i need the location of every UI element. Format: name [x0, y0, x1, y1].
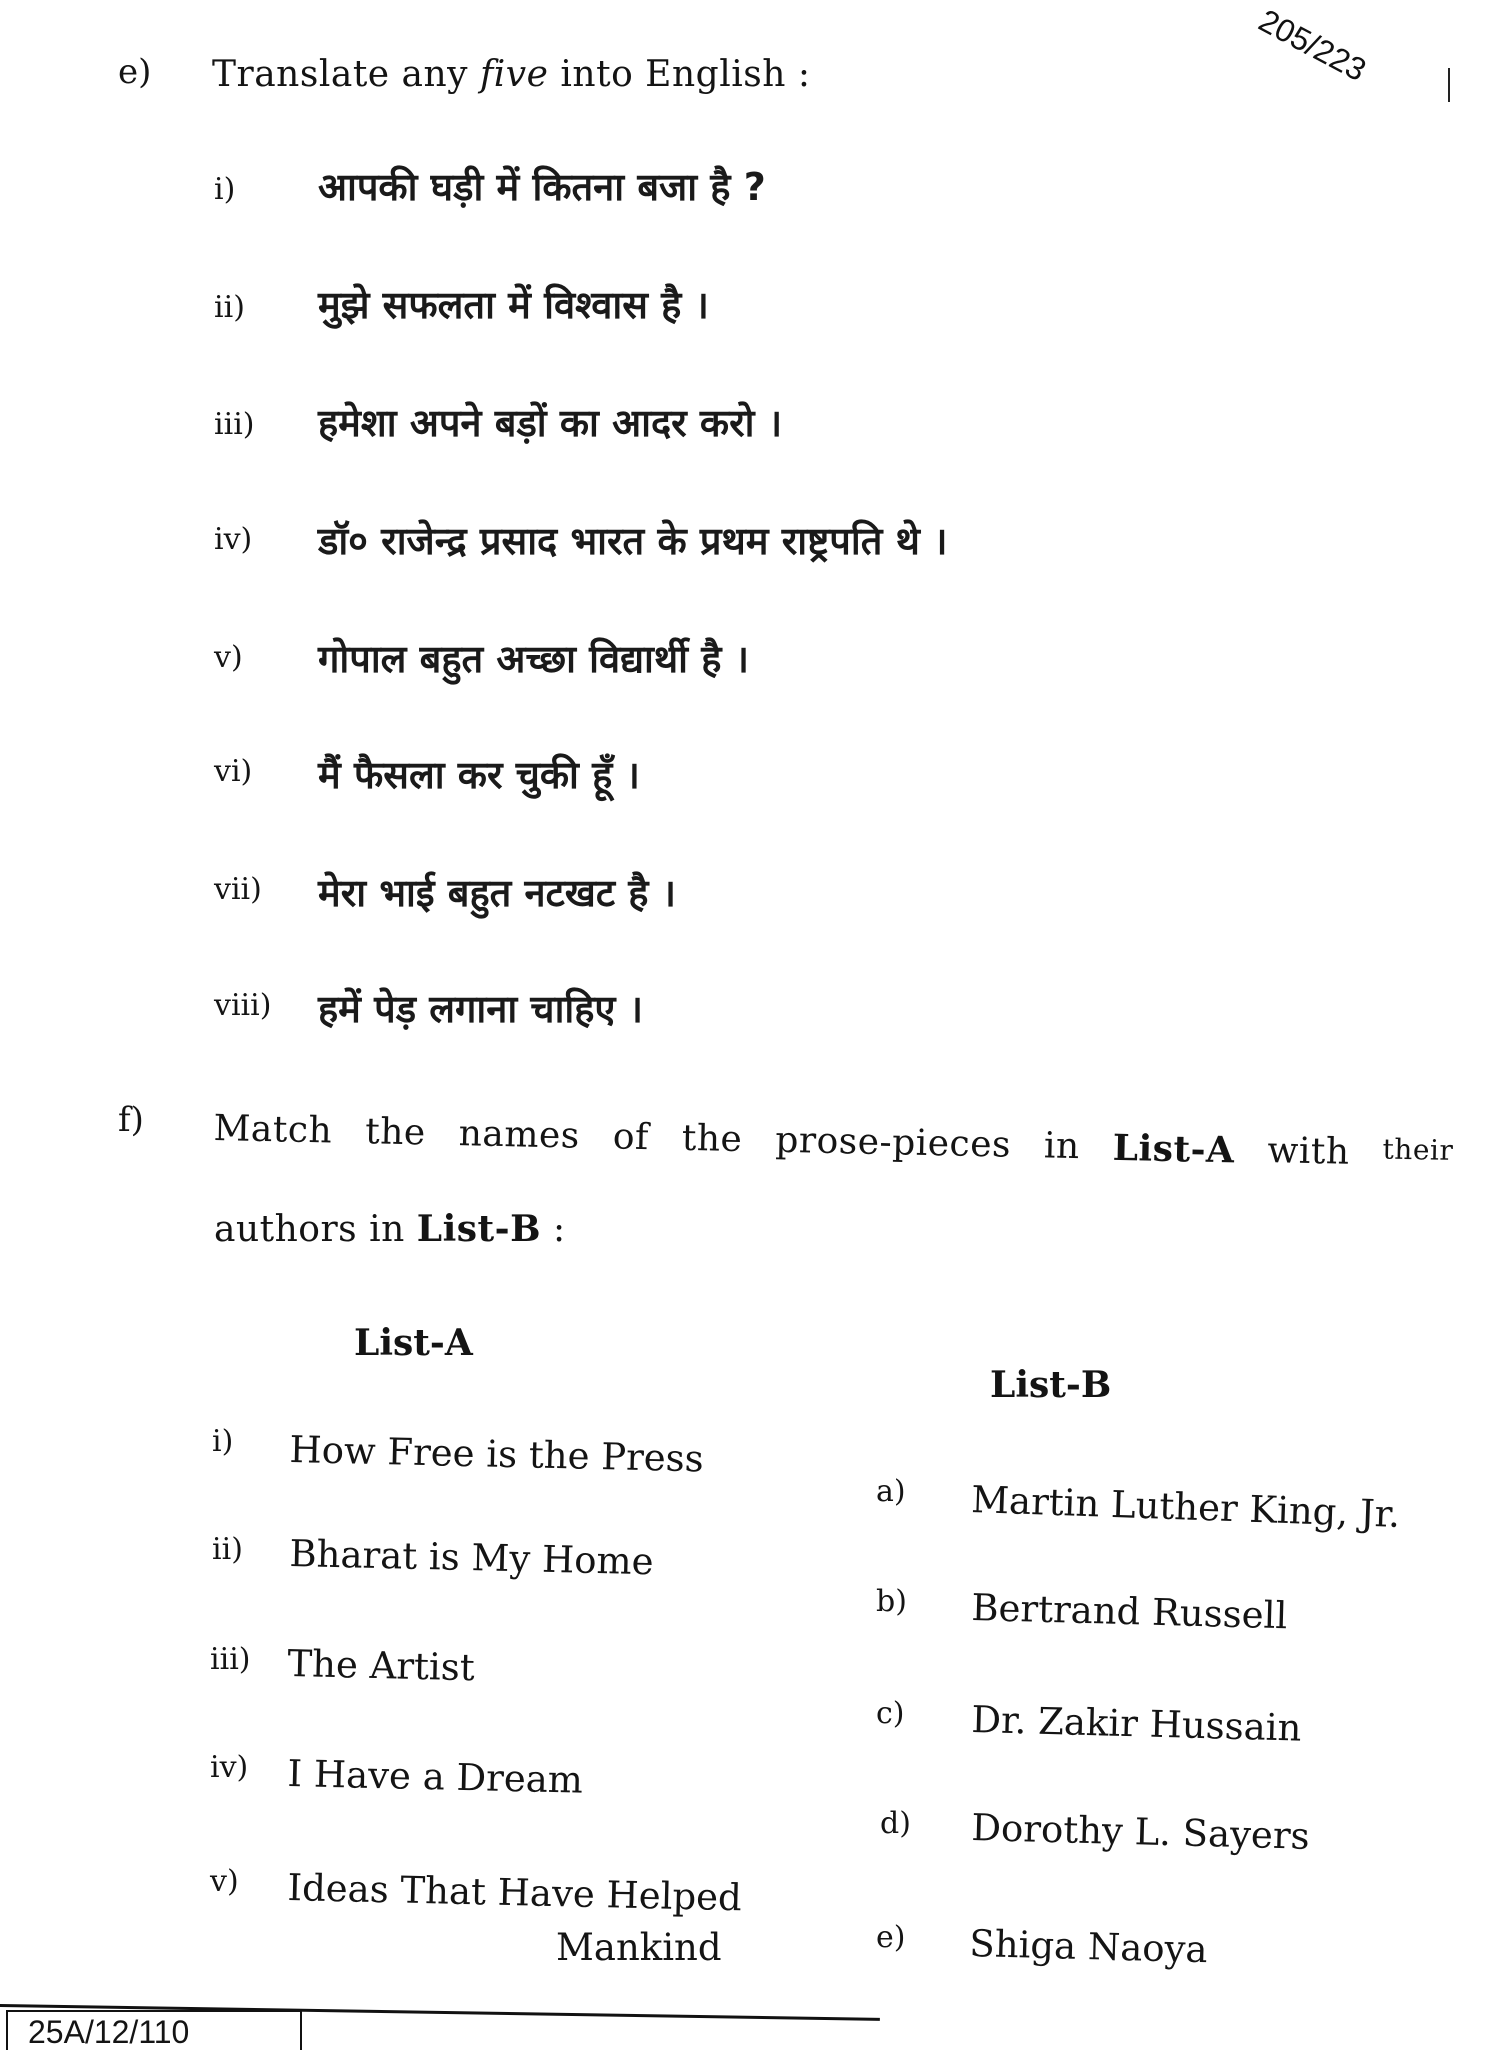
item-number: iii)	[214, 407, 255, 442]
item-letter: b)	[876, 1584, 907, 1619]
prompt-text: into English :	[548, 54, 811, 95]
question-f-prompt-line1	[213, 1108, 1454, 1176]
item-number: ii)	[212, 1532, 243, 1567]
author-name: Shiga Naoya	[968, 1922, 1209, 1972]
item-number: ii)	[214, 290, 245, 325]
prose-title: How Free is the Press	[289, 1428, 705, 1481]
item-number: iv)	[210, 1750, 249, 1785]
item-letter: e)	[876, 1920, 906, 1955]
hindi-sentence: हमें पेड़ लगाना चाहिए ।	[318, 987, 644, 1031]
list-a-ref: List-A	[1112, 1126, 1235, 1172]
question-f-prompt-line2	[214, 1208, 566, 1250]
prose-title-continuation: Mankind	[556, 1926, 722, 1969]
question-e-prompt	[212, 54, 810, 95]
item-number: iv)	[214, 522, 253, 557]
page-code: 205/223	[1253, 2, 1373, 89]
word: names	[458, 1113, 581, 1157]
word: Match	[213, 1108, 333, 1152]
question-e-label: e)	[118, 52, 152, 92]
item-number: iii)	[210, 1642, 251, 1677]
list-b-ref: List-B	[416, 1208, 542, 1250]
prose-title: Ideas That Have Helped	[287, 1866, 743, 1920]
hindi-sentence: हमेशा अपने बड़ों का आदर करो ।	[318, 401, 783, 445]
item-number: i)	[214, 172, 236, 207]
list-b-heading: List-B	[990, 1364, 1112, 1406]
item-number: vii)	[214, 872, 262, 907]
item-number: v)	[210, 1864, 239, 1899]
prompt-text: authors in	[214, 1209, 417, 1250]
item-number: i)	[212, 1424, 234, 1459]
hindi-sentence: मेरा भाई बहुत नटखट है ।	[318, 871, 677, 915]
hindi-sentence: डॉ० राजेन्द्र प्रसाद भारत के प्रथम राष्ट्रपति थे ।	[318, 519, 948, 563]
prose-title: Bharat is My Home	[289, 1532, 655, 1584]
item-letter: d)	[880, 1806, 911, 1841]
item-letter: a)	[876, 1474, 906, 1509]
item-number: viii)	[214, 988, 272, 1023]
prompt-text: Translate any	[212, 54, 480, 95]
prose-title: I Have a Dream	[287, 1752, 584, 1802]
item-number: v)	[214, 640, 243, 675]
hindi-sentence: आपकी घड़ी में कितना बजा है ?	[318, 165, 766, 209]
word: in	[1043, 1125, 1081, 1168]
prose-title: The Artist	[287, 1642, 476, 1690]
item-letter: c)	[876, 1696, 905, 1731]
prompt-emphasis: five	[479, 54, 549, 95]
hindi-sentence: गोपाल बहुत अच्छा विद्यार्थी है ।	[318, 637, 750, 681]
word: of	[612, 1116, 650, 1159]
paper-code-box: 25A/12/110	[6, 2010, 302, 2050]
word: the	[364, 1111, 427, 1154]
word: prose-pieces	[774, 1119, 1012, 1166]
word: the	[681, 1117, 743, 1161]
list-a-heading: List-A	[354, 1322, 473, 1364]
prompt-text: :	[541, 1209, 566, 1250]
item-number: vi)	[214, 754, 253, 789]
author-name: Dorothy L. Sayers	[970, 1806, 1311, 1858]
margin-mark	[1448, 68, 1450, 102]
word: with	[1267, 1130, 1350, 1173]
author-name: Bertrand Russell	[970, 1586, 1288, 1638]
word: their	[1382, 1132, 1454, 1167]
hindi-sentence: मैं फैसला कर चुकी हूँ ।	[318, 753, 640, 797]
hindi-sentence: मुझे सफलता में विश्वास है ।	[318, 283, 709, 327]
author-name: Dr. Zakir Hussain	[970, 1698, 1302, 1750]
question-f-label: f)	[118, 1100, 144, 1140]
author-name: Martin Luther King, Jr.	[970, 1478, 1401, 1536]
